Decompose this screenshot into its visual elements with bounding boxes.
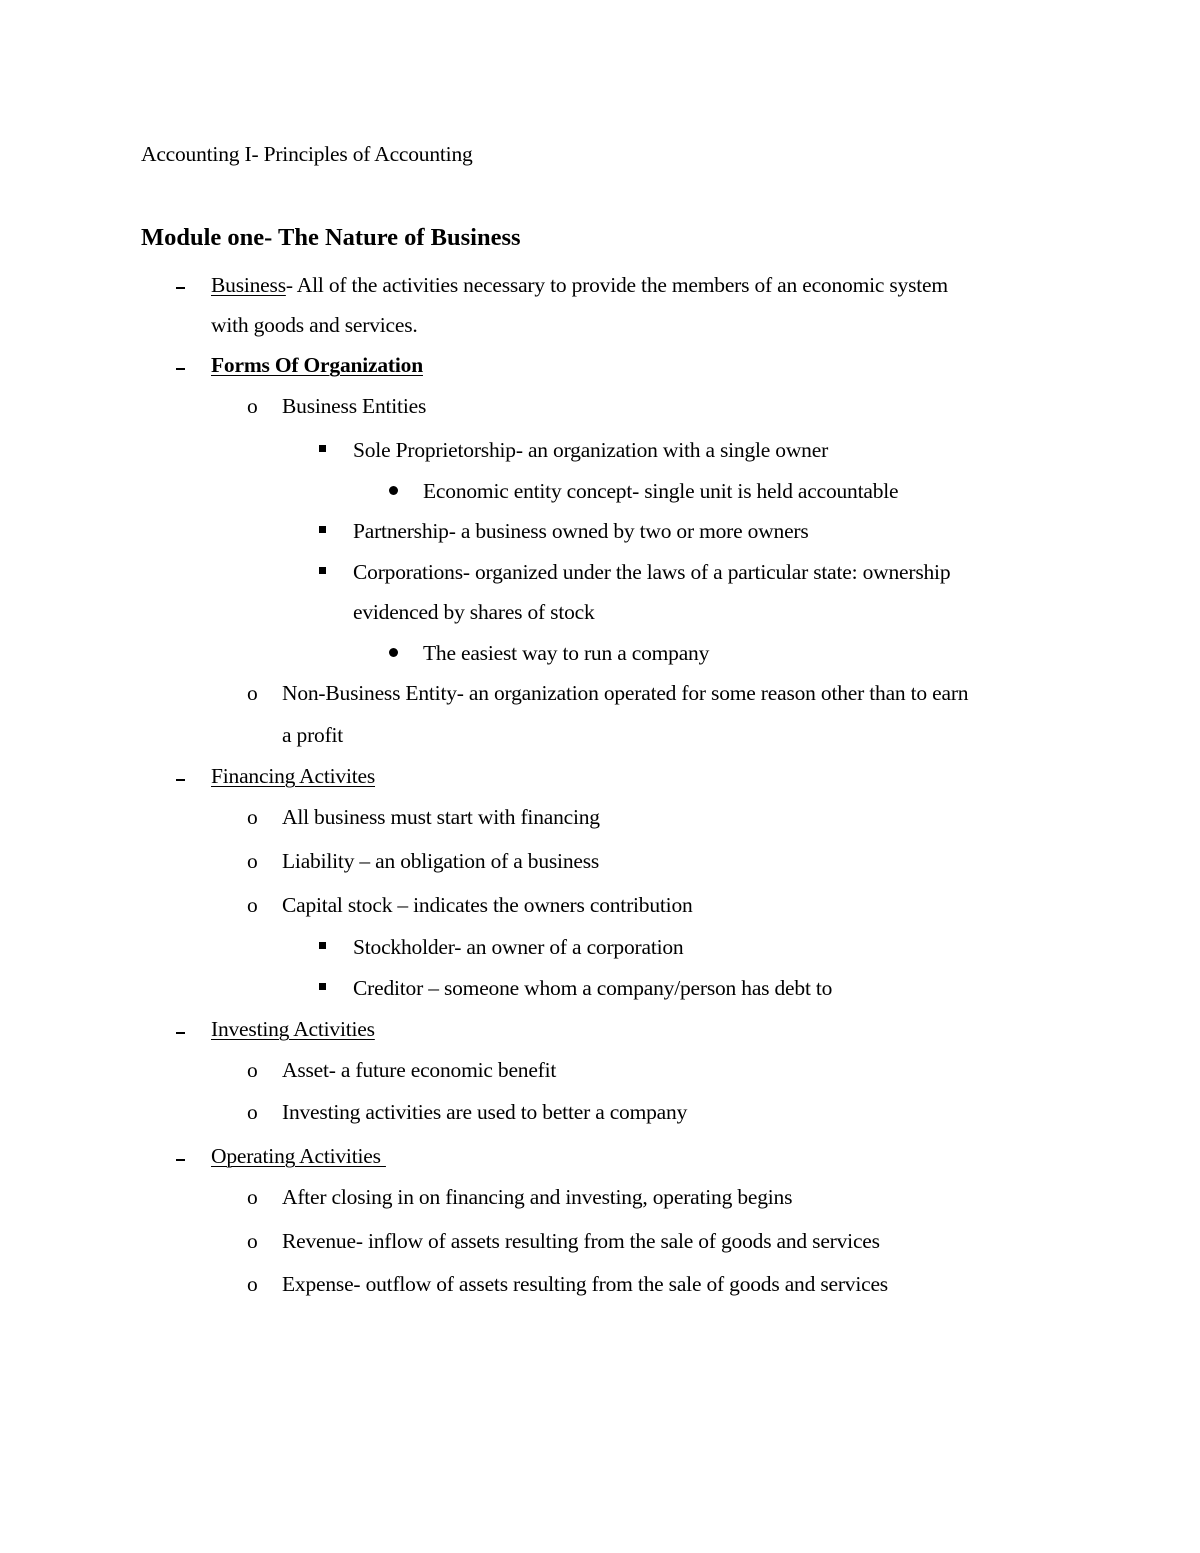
circle-bullet: o bbox=[247, 681, 258, 705]
easiest-way: The easiest way to run a company bbox=[423, 641, 710, 665]
circle-bullet: o bbox=[247, 893, 258, 917]
operating-item: After closing in on financing and investing, operating begins bbox=[282, 1185, 793, 1209]
dash-bullet bbox=[176, 779, 185, 781]
dash-bullet bbox=[176, 368, 185, 370]
square-bullet bbox=[319, 445, 326, 452]
business-term: Business bbox=[211, 273, 286, 297]
square-bullet bbox=[319, 567, 326, 574]
business-definition bbox=[211, 272, 948, 298]
round-bullet bbox=[389, 486, 398, 495]
round-bullet bbox=[389, 648, 398, 657]
business-definition-cont: with goods and services. bbox=[211, 313, 418, 337]
circle-bullet: o bbox=[247, 1100, 258, 1124]
dash-bullet bbox=[176, 1159, 185, 1161]
business-definition-text: - All of the activities necessary to provide the members of an economic system bbox=[285, 273, 948, 297]
corporations-cont: evidenced by shares of stock bbox=[353, 600, 595, 624]
financing-item: All business must start with financing bbox=[282, 805, 600, 829]
module-heading: Module one- The Nature of Business bbox=[141, 224, 521, 251]
circle-bullet: o bbox=[247, 1229, 258, 1253]
financing-item: Capital stock – indicates the owners contribution bbox=[282, 893, 693, 917]
financing-activities-heading: Financing Activites bbox=[211, 764, 376, 788]
circle-bullet: o bbox=[247, 1058, 258, 1082]
circle-bullet: o bbox=[247, 1185, 258, 1209]
operating-item: Expense- outflow of assets resulting from the sale of goods and services bbox=[282, 1272, 888, 1296]
circle-bullet: o bbox=[247, 394, 258, 418]
investing-item: Asset- a future economic benefit bbox=[282, 1058, 557, 1082]
operating-item: Revenue- inflow of assets resulting from the sale of goods and services bbox=[282, 1229, 880, 1253]
business-entities: Business Entities bbox=[282, 394, 427, 418]
circle-bullet: o bbox=[247, 805, 258, 829]
investing-item: Investing activities are used to better a company bbox=[282, 1100, 688, 1124]
stockholder: Stockholder- an owner of a corporation bbox=[353, 935, 684, 959]
corporations: Corporations- organized under the laws of a particular state: ownership bbox=[353, 560, 951, 584]
creditor: Creditor – someone whom a company/person has debt to bbox=[353, 976, 833, 1000]
operating-activities-heading: Operating Activities bbox=[211, 1144, 386, 1168]
square-bullet bbox=[319, 942, 326, 949]
circle-bullet: o bbox=[247, 849, 258, 873]
partnership: Partnership- a business owned by two or more owners bbox=[353, 519, 809, 543]
investing-activities-heading: Investing Activities bbox=[211, 1017, 375, 1041]
circle-bullet: o bbox=[247, 1272, 258, 1296]
non-business-entity-cont: a profit bbox=[282, 723, 344, 747]
document-title: Accounting I- Principles of Accounting bbox=[141, 142, 473, 166]
square-bullet bbox=[319, 983, 326, 990]
forms-of-organization-heading: Forms Of Organization bbox=[211, 353, 423, 377]
financing-item: Liability – an obligation of a business bbox=[282, 849, 600, 873]
dash-bullet bbox=[176, 287, 185, 289]
square-bullet bbox=[319, 526, 326, 533]
sole-proprietorship: Sole Proprietorship- an organization with a single owner bbox=[353, 438, 829, 462]
non-business-entity: Non-Business Entity- an organization operated for some reason other than to earn bbox=[282, 681, 969, 705]
economic-entity-concept: Economic entity concept- single unit is held accountable bbox=[423, 479, 899, 503]
dash-bullet bbox=[176, 1032, 185, 1034]
